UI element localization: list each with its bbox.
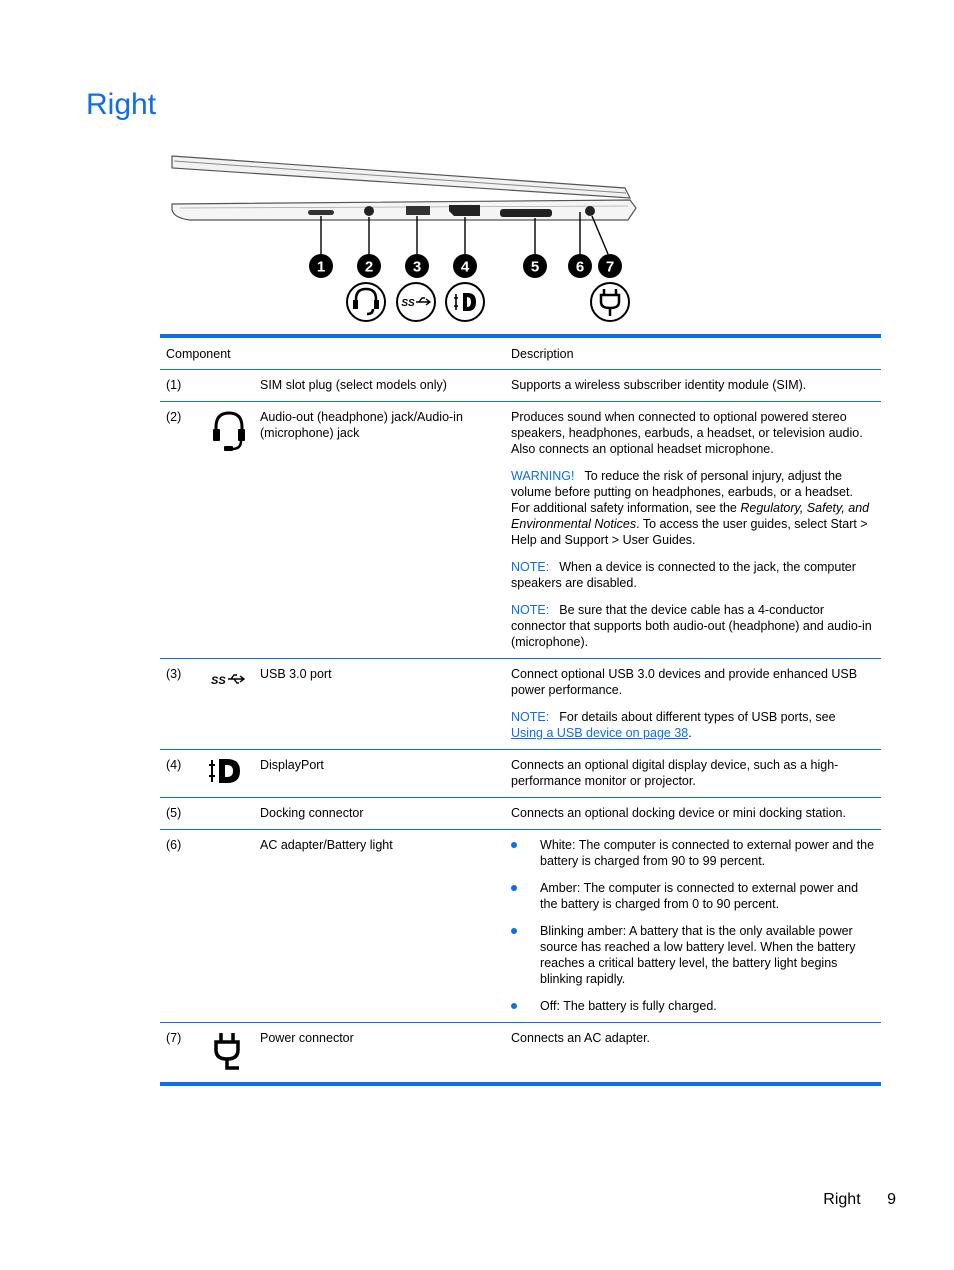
callout-7: 7 <box>605 258 615 276</box>
description-text: Connect optional USB 3.0 devices and provide enhanced USB power performance. <box>511 667 858 697</box>
row-icon-cell <box>202 1023 254 1085</box>
component-name: AC adapter/Battery light <box>260 838 393 852</box>
warning-doc-title: Regulatory, Safety, and Environmental Notices <box>511 501 870 531</box>
table-row <box>160 830 881 1023</box>
sim-slot-shape <box>308 210 334 215</box>
callout-5: 5 <box>530 258 540 276</box>
svg-text:SS: SS <box>401 298 415 309</box>
list-item: White: The computer is connected to external power and the battery is charged from 90 to 99 percent. <box>511 837 875 869</box>
row-icon-cell <box>202 402 254 659</box>
callout-6: 6 <box>575 258 585 276</box>
warning-end: . <box>692 533 696 547</box>
callout-3: 3 <box>412 258 422 276</box>
warning-text-2: . To access the user guides, select <box>636 517 827 531</box>
row-number: (3) <box>166 667 182 681</box>
description-cell <box>505 750 881 798</box>
description-cell <box>505 1023 881 1085</box>
bullet-icon <box>511 928 517 934</box>
component-name: Power connector <box>260 1031 354 1045</box>
description-cell <box>505 798 881 830</box>
note-end: . <box>688 726 692 740</box>
table-row <box>160 659 881 750</box>
note-text: For details about different types of USB ports, see <box>559 710 836 724</box>
page-footer <box>823 1191 896 1209</box>
battery-light-states-list <box>511 837 875 1014</box>
docking-connector-shape <box>500 209 552 217</box>
row-number: (5) <box>166 806 182 820</box>
component-name: Docking connector <box>260 806 364 820</box>
component-name: Audio-out (headphone) jack/Audio-in (microphone) jack <box>260 410 463 440</box>
footer-page-number: 9 <box>887 1191 896 1208</box>
warning-paragraph <box>511 468 875 548</box>
footer-section-title: Right <box>823 1191 861 1208</box>
note-paragraph <box>511 709 875 741</box>
description-text: Produces sound when connected to optional powered stereo speakers, headphones, earbuds, a headset, or television audio. Also connects an optional headset microphone. <box>511 410 863 456</box>
row-number: (6) <box>166 838 182 852</box>
audio-jack-shape <box>364 206 374 216</box>
bullet-icon <box>511 885 517 891</box>
displayport-shape <box>449 205 480 216</box>
row-number: (1) <box>166 378 182 392</box>
description-cell <box>505 830 881 1023</box>
note-paragraph <box>511 559 875 591</box>
note-text: Be sure that the device cable has a 4-conductor connector that supports both audio-out (headphone) and audio-in (microphone). <box>511 603 872 649</box>
headset-icon <box>208 409 248 453</box>
table-row <box>160 402 881 659</box>
note-label: NOTE: <box>511 603 550 617</box>
list-item: Off: The battery is fully charged. <box>511 998 875 1014</box>
header-description: Description <box>511 347 574 361</box>
usb-superspeed-icon <box>208 666 248 690</box>
table-row <box>160 370 881 402</box>
description-text: Supports a wireless subscriber identity module (SIM). <box>511 378 807 392</box>
note-label: NOTE: <box>511 710 550 724</box>
row-icon-cell <box>202 750 254 798</box>
description-cell <box>505 370 881 402</box>
row-number: (2) <box>166 410 182 424</box>
list-item: Amber: The computer is connected to external power and the battery is charged from 0 to 90 percent. <box>511 880 875 912</box>
row-icon-cell <box>202 370 254 402</box>
laptop-right-side-illustration <box>160 148 640 328</box>
row-number: (4) <box>166 758 182 772</box>
components-table <box>160 334 881 1086</box>
callout-2: 2 <box>364 258 374 276</box>
description-text: Connects an AC adapter. <box>511 1031 651 1045</box>
table-row <box>160 1023 881 1085</box>
warning-label: WARNING! <box>511 469 575 483</box>
warning-text: To reduce the risk of personal injury, adjust the volume before putting on headphones, earbuds, or a headset. For additional safety information, see the <box>511 469 853 515</box>
description-text: Connects an optional docking device or mini docking station. <box>511 806 846 820</box>
table-row <box>160 798 881 830</box>
displayport-icon <box>208 757 248 785</box>
page-title: Right <box>86 88 157 121</box>
laptop-side-drawing <box>160 148 640 328</box>
row-number: (7) <box>166 1031 182 1045</box>
note-label: NOTE: <box>511 560 550 574</box>
power-connector-shape <box>585 206 595 216</box>
row-icon-cell <box>202 830 254 1023</box>
description-cell <box>505 402 881 659</box>
list-item: Blinking amber: A battery that is the only available power source has reached a low battery level. When the battery reaches a critical battery level, the battery light begins blinking rapidly. <box>511 923 875 987</box>
note-paragraph <box>511 602 875 650</box>
note-text: When a device is connected to the jack, the computer speakers are disabled. <box>511 560 856 590</box>
row-icon-cell <box>202 659 254 750</box>
component-name: DisplayPort <box>260 758 324 772</box>
callout-4: 4 <box>460 258 470 276</box>
svg-text:SS: SS <box>211 675 226 687</box>
power-plug-icon <box>208 1030 248 1074</box>
bullet-icon <box>511 842 517 848</box>
callout-1: 1 <box>316 258 326 276</box>
warning-menu-path: Start > Help and Support > User Guides <box>511 517 868 547</box>
table-header-row <box>160 336 881 370</box>
component-name: USB 3.0 port <box>260 667 332 681</box>
bullet-icon <box>511 1003 517 1009</box>
usb-port-shape <box>406 206 430 215</box>
component-name: SIM slot plug (select models only) <box>260 378 447 392</box>
header-component: Component <box>166 347 231 361</box>
description-cell <box>505 659 881 750</box>
description-text: Connects an optional digital display device, such as a high-performance monitor or projector. <box>511 758 839 788</box>
usb-device-link[interactable]: Using a USB device on page 38 <box>511 726 689 740</box>
table-row <box>160 750 881 798</box>
row-icon-cell <box>202 798 254 830</box>
